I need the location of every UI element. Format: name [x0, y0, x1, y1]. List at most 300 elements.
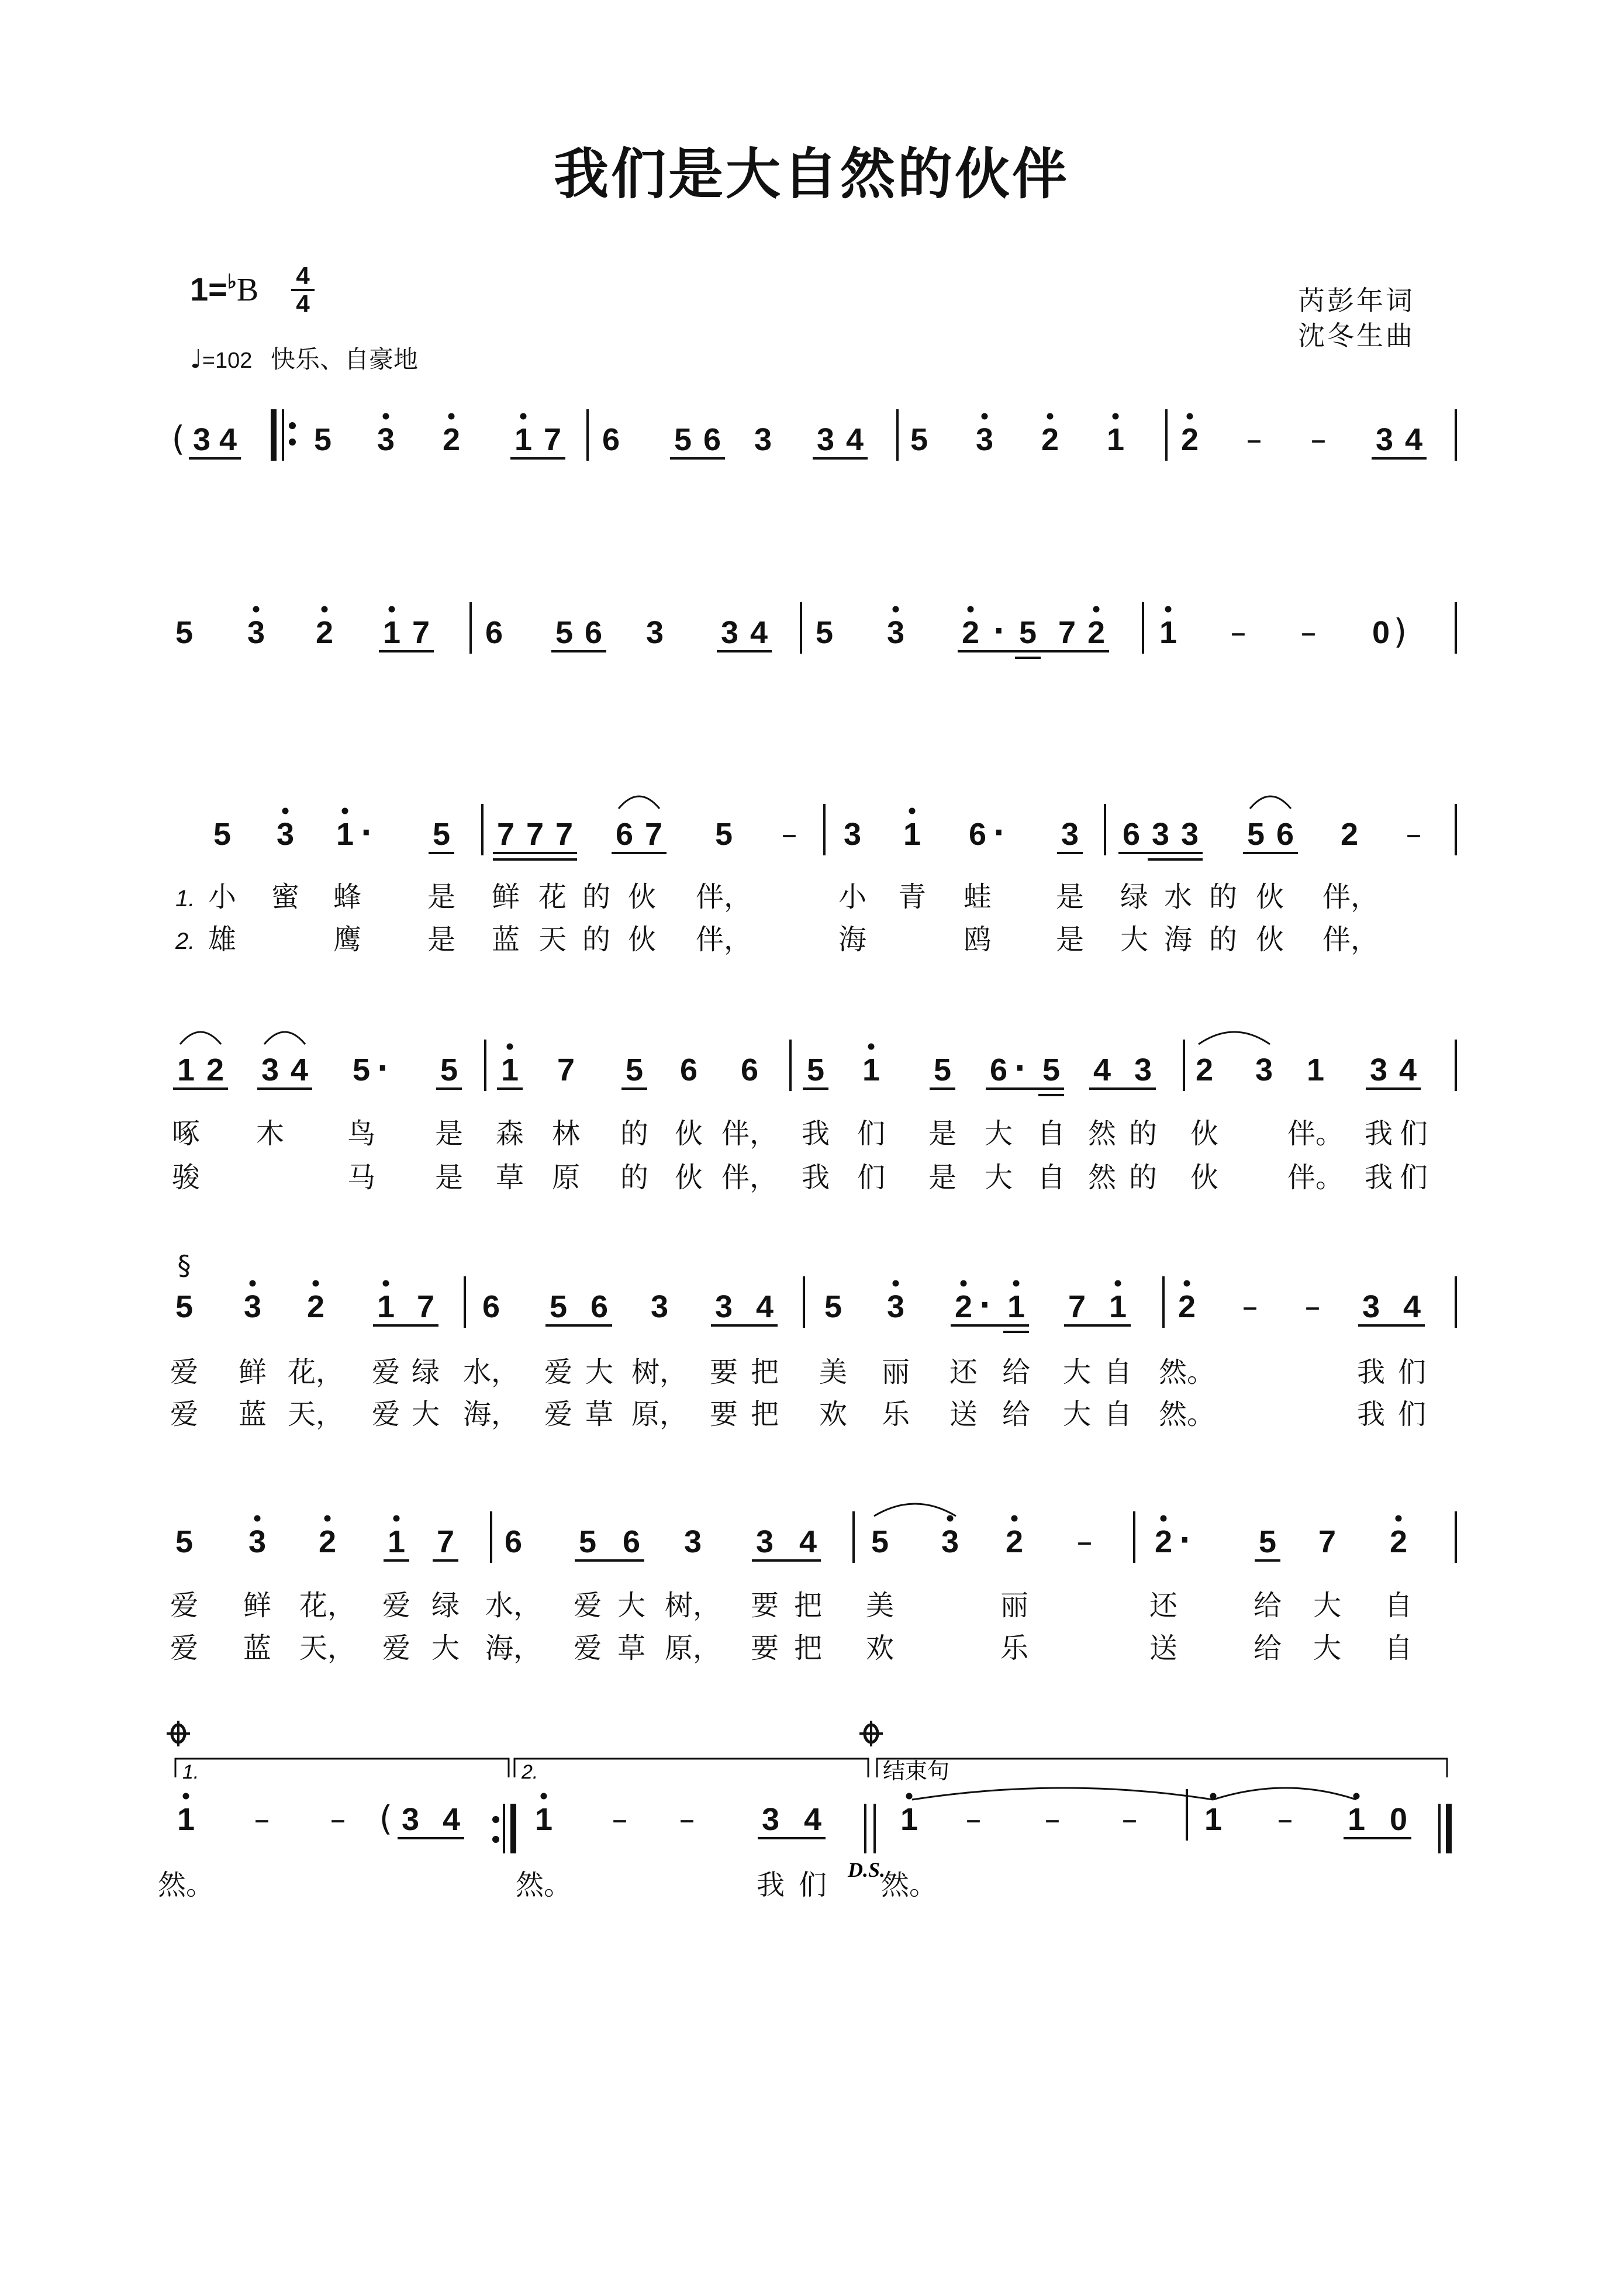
lyric-syllable: 爱	[573, 1632, 602, 1665]
lyric-syllable: 乐	[1000, 1632, 1029, 1665]
octave-dot-high	[183, 1793, 189, 1800]
volta-1-label: 1.	[182, 1761, 199, 1783]
note-3: 3	[650, 1289, 669, 1324]
octave-dot-high	[342, 808, 348, 814]
octave-dot-high	[383, 1280, 389, 1287]
augmentation-dot: ·	[993, 609, 1006, 651]
lyric-syllable: 木	[255, 1117, 285, 1150]
lyric-syllable: 我	[801, 1161, 830, 1194]
lyric-syllable: 蓝	[491, 923, 520, 956]
lyric-syllable: 爱	[371, 1398, 400, 1431]
lyric-syllable: 还	[1149, 1589, 1178, 1622]
lyric-syllable: 们	[1399, 1161, 1428, 1194]
lyric-syllable: 然。	[880, 1869, 938, 1901]
note-2: 2	[306, 1289, 325, 1324]
note-6: 6	[584, 615, 603, 650]
lyric-syllable: 伙	[674, 1117, 703, 1150]
lyric-syllable: 骏	[171, 1161, 201, 1194]
note-4: 4	[219, 422, 237, 457]
note-6: 6	[989, 1052, 1008, 1087]
lyric-syllable: 伴。	[1287, 1161, 1344, 1194]
lyric-syllable: 大	[431, 1632, 460, 1665]
note-6: 6	[615, 817, 634, 852]
lyric-syllable: 伴，	[721, 1161, 778, 1194]
lyric-syllable: 青	[897, 881, 927, 913]
note-2: 2	[442, 422, 461, 457]
lyric-syllable: 是	[434, 1117, 464, 1150]
lyric-syllable: 大	[585, 1356, 614, 1389]
lyric-syllable: 爱	[170, 1398, 199, 1431]
note-7: 7	[436, 1524, 455, 1559]
note-6: 6	[1122, 817, 1141, 852]
verse-number: 1.	[175, 886, 195, 912]
lyric-syllable: 爱	[382, 1632, 411, 1665]
note-1: 1	[1306, 1052, 1325, 1087]
note-2: 2	[1154, 1524, 1173, 1559]
note-6: 6	[485, 615, 503, 650]
octave-dot-high	[968, 606, 974, 613]
lyric-syllable: 伴，	[695, 923, 752, 956]
octave-dot-high	[313, 1280, 319, 1287]
note-5: 5	[1258, 1524, 1277, 1559]
lyric-syllable: 伙	[1190, 1117, 1219, 1150]
dash-sustain: –	[781, 816, 797, 852]
note-7: 7	[526, 817, 544, 852]
dash-sustain: –	[330, 1801, 346, 1838]
verse-number: 2.	[175, 928, 195, 954]
lyric-syllable: 的	[1208, 881, 1238, 913]
lyric-syllable: 原，	[631, 1398, 688, 1431]
octave-dot-high	[1113, 413, 1119, 420]
lyric-syllable: 伴，	[1322, 923, 1379, 956]
lyric-syllable: 的	[582, 923, 611, 956]
lyric-syllable: 鸥	[963, 923, 992, 956]
lyric-syllable: 伙	[674, 1161, 703, 1194]
octave-dot-high	[383, 413, 389, 420]
note-6: 6	[679, 1052, 698, 1087]
lyric-syllable: 伴。	[1287, 1117, 1344, 1150]
note-3: 3	[247, 615, 265, 650]
lyric-syllable: 蜜	[271, 881, 300, 913]
lyric-syllable: 爱	[544, 1356, 573, 1389]
note-5: 5	[714, 817, 733, 852]
octave-dot-high	[1184, 1280, 1190, 1287]
note-6: 6	[590, 1289, 609, 1324]
coda-sign-1	[167, 1721, 190, 1746]
lyric-syllable: 的	[620, 1161, 649, 1194]
note-5: 5	[815, 615, 834, 650]
coda-sign-2	[859, 1721, 883, 1746]
note-4: 4	[750, 615, 768, 650]
note-5: 5	[578, 1524, 597, 1559]
lyric-syllable: 爱	[544, 1398, 573, 1431]
note-1-high: 1	[900, 1802, 918, 1837]
lyric-syllable: 的	[1208, 923, 1238, 956]
note-5: 5	[824, 1289, 842, 1324]
note-1-high: 1	[1347, 1802, 1366, 1837]
lyric-syllable: 伙	[627, 923, 657, 956]
lyric-syllable: 给	[1002, 1398, 1031, 1431]
note-2: 2	[1340, 817, 1359, 852]
parenthesis: )	[1393, 612, 1407, 651]
lyric-syllable: 们	[857, 1117, 886, 1150]
lyric-syllable: 海	[838, 923, 867, 956]
lyric-syllable: 丽	[1000, 1589, 1029, 1622]
note-5: 5	[175, 1524, 194, 1559]
dash-sustain: –	[1277, 1801, 1293, 1838]
coda-label: 结束句	[883, 1759, 950, 1784]
note-5: 5	[213, 817, 232, 852]
note-2: 2	[1389, 1524, 1408, 1559]
octave-dot-high	[448, 413, 455, 420]
lyric-syllable: 啄	[171, 1117, 201, 1150]
note-3: 3	[720, 615, 739, 650]
dash-sustain: –	[965, 1801, 982, 1838]
lyric-syllable: 爱	[170, 1589, 199, 1622]
octave-dot-high	[1161, 1515, 1167, 1522]
note-6: 6	[703, 422, 721, 457]
lyric-syllable: 然。	[1158, 1398, 1215, 1431]
lyric-syllable: 水，	[485, 1589, 542, 1622]
note-6: 6	[1276, 817, 1294, 852]
lyric-syllable: 是	[928, 1117, 957, 1150]
note-7: 7	[557, 1052, 575, 1087]
dash-sustain: –	[1230, 614, 1246, 651]
note-3: 3	[1061, 817, 1079, 852]
lyric-syllable: 美	[819, 1356, 848, 1389]
lyric-syllable: 水	[1163, 881, 1193, 913]
lyric-syllable: 伴，	[1322, 881, 1379, 913]
octave-dot-high	[868, 1044, 875, 1050]
note-2: 2	[961, 615, 980, 650]
quarter-note-icon: ♩	[190, 344, 202, 374]
note-3: 3	[1151, 817, 1170, 852]
lyric-syllable: 自	[1384, 1589, 1413, 1622]
note-5: 5	[625, 1052, 644, 1087]
lyric-syllable: 把	[793, 1589, 823, 1622]
lyric-syllable: 们	[798, 1869, 827, 1901]
note-7: 7	[644, 817, 663, 852]
lyric-syllable: 伴，	[721, 1117, 778, 1150]
note-0: 0	[1372, 615, 1390, 650]
octave-dot-high	[906, 1793, 913, 1800]
note-5: 5	[1042, 1052, 1061, 1087]
lyric-syllable: 乐	[881, 1398, 910, 1431]
note-1-high: 1	[903, 817, 921, 852]
note-1-high: 1	[514, 422, 533, 457]
note-6: 6	[602, 422, 620, 457]
parenthesis: (	[171, 419, 185, 458]
note-4: 4	[1093, 1052, 1111, 1087]
note-1-high: 1	[500, 1052, 519, 1087]
ds-marking: D.S.	[848, 1858, 886, 1881]
note-5: 5	[910, 422, 928, 457]
augmentation-dot: ·	[993, 811, 1006, 853]
dash-sustain: –	[679, 1801, 695, 1838]
lyric-syllable: 马	[347, 1161, 376, 1194]
lyric-syllable: 是	[1055, 923, 1085, 956]
composer-credit: 沈冬生曲	[1298, 320, 1415, 351]
note-4: 4	[1398, 1052, 1417, 1087]
lyric-syllable: 送	[1149, 1632, 1178, 1665]
octave-dot-high	[947, 1515, 954, 1522]
lyric-syllable: 林	[551, 1117, 581, 1150]
note-5: 5	[175, 1289, 194, 1324]
lyric-syllable: 是	[928, 1161, 957, 1194]
octave-dot-high	[253, 606, 260, 613]
volta-2-bracket	[514, 1759, 868, 1777]
lyric-syllable: 蜂	[333, 881, 362, 913]
slur	[1199, 1032, 1270, 1044]
note-6: 6	[740, 1052, 759, 1087]
lyric-syllable: 我	[1364, 1161, 1393, 1194]
lyric-syllable: 绿	[431, 1589, 460, 1622]
note-3: 3	[843, 817, 862, 852]
note-4: 4	[290, 1052, 309, 1087]
tempo-marking: ♩=102 快乐、自豪地	[190, 344, 419, 374]
dash-sustain: –	[1310, 421, 1327, 458]
repeat-dot	[289, 422, 296, 429]
note-3: 3	[1375, 422, 1394, 457]
note-6: 6	[504, 1524, 523, 1559]
dash-sustain: –	[1121, 1801, 1138, 1838]
lyric-syllable: 然	[1087, 1117, 1117, 1150]
dash-sustain: –	[612, 1801, 628, 1838]
octave-dot-high	[282, 808, 289, 814]
lyric-syllable: 绿	[411, 1356, 440, 1389]
lyric-syllable: 小	[838, 881, 867, 913]
augmentation-dot: ·	[361, 811, 374, 853]
lyric-syllable: 美	[865, 1589, 895, 1622]
key-signature: 1=♭B	[190, 271, 259, 308]
lyric-syllable: 鲜	[238, 1356, 267, 1389]
lyric-syllable: 大	[1313, 1632, 1342, 1665]
note-4: 4	[799, 1524, 817, 1559]
note-7: 7	[1068, 1289, 1086, 1324]
lyric-syllable: 天，	[299, 1632, 356, 1665]
note-3: 3	[761, 1802, 780, 1837]
note-7: 7	[496, 817, 515, 852]
octave-dot-high	[322, 606, 328, 613]
tie-coda-1	[912, 1788, 1213, 1800]
octave-dot-high	[893, 606, 899, 613]
lyric-syllable: 的	[582, 881, 611, 913]
note-1-high: 1	[382, 615, 401, 650]
note-3: 3	[975, 422, 994, 457]
lyric-syllable: 我	[1356, 1356, 1386, 1389]
note-3: 3	[261, 1052, 279, 1087]
octave-dot-high	[1187, 413, 1193, 420]
lyric-syllable: 树，	[664, 1589, 721, 1622]
note-3: 3	[377, 422, 395, 457]
lyric-syllable: 原	[551, 1161, 581, 1194]
lyric-syllable: 大	[984, 1117, 1013, 1150]
lyric-syllable: 给	[1253, 1589, 1282, 1622]
dash-sustain: –	[1044, 1801, 1061, 1838]
lyric-syllable: 然。	[1158, 1356, 1215, 1389]
lyric-syllable: 鹰	[333, 923, 362, 956]
lyric-syllable: 丽	[881, 1356, 910, 1389]
octave-dot-high	[1013, 1280, 1020, 1287]
octave-dot-high	[324, 1515, 331, 1522]
lyric-syllable: 雄	[208, 923, 237, 956]
octave-dot-high	[389, 606, 395, 613]
note-4: 4	[1404, 422, 1423, 457]
note-2: 2	[1180, 422, 1199, 457]
augmentation-dot: ·	[1179, 1518, 1192, 1560]
dash-sustain: –	[1242, 1288, 1258, 1325]
lyric-syllable: 我	[1364, 1117, 1393, 1150]
lyric-syllable: 海，	[462, 1398, 520, 1431]
repeat-dot	[289, 439, 296, 446]
note-2: 2	[954, 1289, 973, 1324]
note-1-high: 1	[1106, 422, 1125, 457]
augmentation-dot: ·	[1014, 1047, 1027, 1089]
lyric-syllable: 自	[1103, 1398, 1132, 1431]
octave-dot-high	[961, 1280, 967, 1287]
lyric-syllable: 爱	[382, 1589, 411, 1622]
dash-sustain: –	[1304, 1288, 1321, 1325]
note-1-high: 1	[862, 1052, 880, 1087]
note-5: 5	[440, 1052, 458, 1087]
lyric-syllable: 伙	[1255, 923, 1284, 956]
note-1-high: 1	[1109, 1289, 1127, 1324]
lyric-syllable: 是	[427, 881, 456, 913]
lyric-syllable: 伴，	[695, 881, 752, 913]
lyric-syllable: 天，	[287, 1398, 344, 1431]
lyric-syllable: 大	[1120, 923, 1149, 956]
slur	[180, 1032, 221, 1044]
lyric-syllable: 鸟	[347, 1117, 376, 1150]
lyric-syllable: 蓝	[238, 1398, 267, 1431]
note-3: 3	[1362, 1289, 1380, 1324]
lyric-syllable: 大	[1062, 1398, 1092, 1431]
note-2: 2	[1005, 1524, 1024, 1559]
endings-layer	[167, 1721, 1449, 1881]
lyric-syllable: 欢	[865, 1632, 895, 1665]
lyric-syllable: 爱	[573, 1589, 602, 1622]
lyric-syllable: 小	[208, 881, 237, 913]
lyric-syllable: 我	[1356, 1398, 1386, 1431]
note-7: 7	[1058, 615, 1076, 650]
note-5: 5	[1018, 615, 1037, 650]
lyric-syllable: 花，	[299, 1589, 356, 1622]
lyric-syllable: 原，	[664, 1632, 721, 1665]
note-3: 3	[683, 1524, 702, 1559]
octave-dot-high	[1047, 413, 1054, 420]
octave-dot-high	[393, 1515, 400, 1522]
note-2: 2	[315, 615, 334, 650]
note-7: 7	[555, 817, 574, 852]
note-3: 3	[248, 1524, 267, 1559]
lyric-syllable: 蛙	[963, 881, 992, 913]
note-7: 7	[1318, 1524, 1337, 1559]
note-4: 4	[755, 1289, 774, 1324]
note-5: 5	[313, 422, 332, 457]
octave-dot-high	[520, 413, 527, 420]
lyric-syllable: 自	[1384, 1632, 1413, 1665]
note-2: 2	[1087, 615, 1106, 650]
note-5: 5	[549, 1289, 568, 1324]
lyric-syllable: 我	[801, 1117, 830, 1150]
lyric-syllable: 是	[1055, 881, 1085, 913]
lyric-syllable: 爱	[170, 1356, 199, 1389]
octave-dot-high	[1115, 1280, 1121, 1287]
note-5: 5	[175, 615, 194, 650]
octave-dot-high	[254, 1515, 261, 1522]
lyric-syllable: 的	[1128, 1117, 1158, 1150]
note-1-high: 1	[336, 817, 354, 852]
lyric-syllable: 绿	[1120, 881, 1149, 913]
volta-2-label: 2.	[522, 1761, 538, 1783]
note-1-high: 1	[377, 1289, 395, 1324]
slur	[619, 796, 659, 809]
note-2: 2	[206, 1052, 225, 1087]
lyric-syllable: 的	[1128, 1161, 1158, 1194]
note-5: 5	[555, 615, 574, 650]
lyric-syllable: 要	[709, 1398, 738, 1431]
note-1: 1	[177, 1052, 195, 1087]
lyric-syllable: 大	[1062, 1356, 1092, 1389]
note-3: 3	[886, 1289, 905, 1324]
final-barline	[1439, 1804, 1449, 1853]
note-3: 3	[401, 1802, 420, 1837]
lyric-syllable: 水，	[462, 1356, 520, 1389]
lyric-syllable: 森	[495, 1117, 524, 1150]
lyric-syllable: 要	[750, 1632, 779, 1665]
note-6: 6	[968, 817, 987, 852]
note-5: 5	[352, 1052, 371, 1087]
parenthesis: (	[379, 1798, 393, 1838]
lyric-syllable: 爱	[371, 1356, 400, 1389]
note-3: 3	[243, 1289, 262, 1324]
augmentation-dot: ·	[377, 1047, 390, 1089]
title: 我们是大自然的伙伴	[553, 142, 1069, 206]
lyric-syllable: 要	[750, 1589, 779, 1622]
octave-dot-high	[982, 413, 988, 420]
lyric-syllable: 们	[1397, 1356, 1427, 1389]
note-6: 6	[482, 1289, 500, 1324]
note-5: 5	[674, 422, 692, 457]
note-2: 2	[318, 1524, 337, 1559]
lyric-syllable: 鲜	[491, 881, 520, 913]
note-5: 5	[432, 817, 451, 852]
note-3: 3	[645, 615, 664, 650]
note-4: 4	[803, 1802, 822, 1837]
octave-dot-high	[1396, 1515, 1402, 1522]
note-3: 3	[1369, 1052, 1388, 1087]
lyric-syllable: 草	[617, 1632, 646, 1665]
lyric-syllable: 给	[1002, 1356, 1031, 1389]
lyrics-layer	[158, 881, 1428, 1901]
note-1-high: 1	[177, 1802, 195, 1837]
lyric-syllable: 伙	[1255, 881, 1284, 913]
dash-sustain: –	[1076, 1523, 1093, 1560]
segno-sign: §	[177, 1249, 191, 1281]
note-1-high: 1	[1007, 1289, 1025, 1324]
lyric-syllable: 海，	[485, 1632, 542, 1665]
dash-sustain: –	[1406, 816, 1422, 852]
note-2: 2	[1177, 1289, 1196, 1324]
lyric-syllable: 海	[1163, 923, 1193, 956]
lyric-syllable: 然	[1087, 1161, 1117, 1194]
lyric-syllable: 大	[411, 1398, 440, 1431]
lyric-syllable: 鲜	[243, 1589, 272, 1622]
octave-dot-high	[250, 1280, 256, 1287]
note-3: 3	[714, 1289, 733, 1324]
note-3: 3	[754, 422, 772, 457]
lyric-syllable: 们	[1397, 1398, 1427, 1431]
